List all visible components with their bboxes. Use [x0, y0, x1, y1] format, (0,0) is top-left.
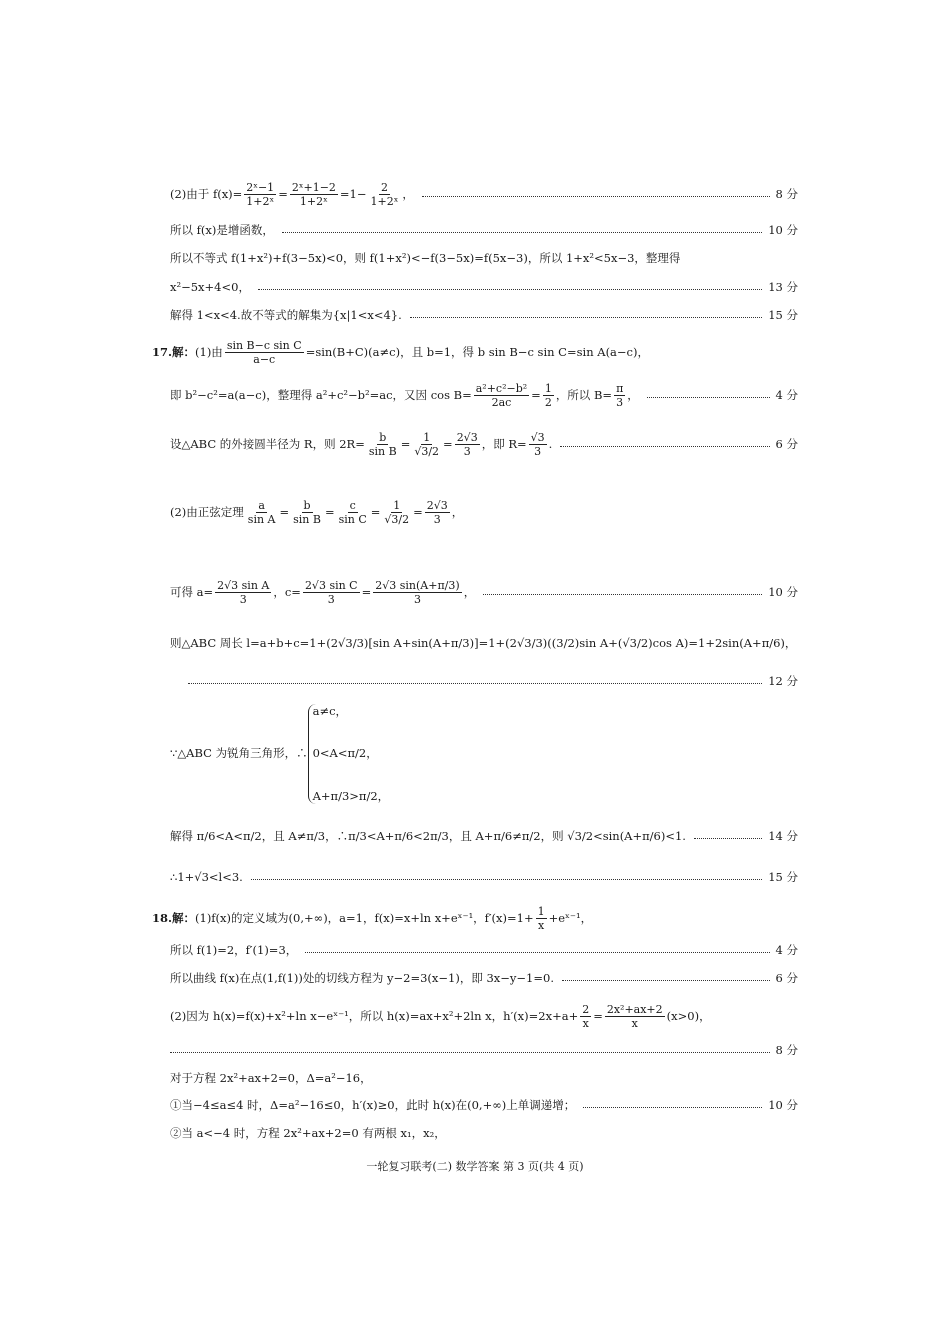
p18-line-6: 对于方程 2x²+ax+2=0，Δ=a²−16，	[170, 1071, 372, 1085]
dot-leader	[305, 952, 769, 953]
score: 4 分	[775, 387, 798, 402]
fraction: $\frac{c}{\text{sin C}}$	[338, 499, 367, 526]
p16-line-1: (2)由于 f(x)= $\frac{\text{2ˣ−1}}{\text{1+2ˣ}}$ = $\frac{\text{2ˣ+1−2}}{\text{1+2ˣ}}$ =1− $\frac{2}{\text{1+2ˣ}}$ ， 8 分	[170, 181, 798, 208]
dot-leader	[483, 594, 762, 595]
dot-leader	[422, 196, 770, 197]
score: 15 分	[768, 870, 798, 884]
p17-line-1: 17.解： (1)由 $\frac{\text{sin B−c sin C}}{a-c}$ =sin(B+C)(a≠c)，且 b=1，得 b sin B−c sin C=sin A(a−c)，	[152, 339, 649, 366]
dot-leader	[282, 232, 762, 233]
score: 4 分	[775, 943, 798, 957]
p17-line-2: 即 b²−c²=a(a−c)，整理得 a²+c²−b²=ac，又因 cos B= $\frac{\text{a²+c²−b²}}{2ac}$ = $\frac{1}{2}$ ，所以 B= $\frac{\pi}{3}$ ， 4 分	[170, 382, 798, 409]
p17-line-7	[188, 676, 798, 688]
fraction: $\frac{1}{x}$	[537, 905, 545, 932]
p17-line-5: 可得 a= $\frac{\text{2√3 sin A}}{3}$ ，c= $\frac{\text{2√3 sin C}}{3}$ = $\frac{2√3 \sin(A+\pi/3)}{3}$ ， 10 分	[170, 579, 798, 606]
fraction: $\frac{\text{2ˣ−1}}{\text{1+2ˣ}}$	[246, 181, 275, 208]
dot-leader	[583, 1107, 762, 1108]
p18-line-7: ①当−4≤a≤4 时，Δ=a²−16≤0，h′(x)≥0，此时 h(x)在(0,+∞)上单调递增； 10 分	[170, 1098, 798, 1112]
dot-leader	[694, 838, 762, 839]
p17-line-6: 则△ABC 周长 l=a+b+c=1+(2√3/3)[sin A+sin(A+π/3)]=1+(2√3/3)((3/2)sin A+(√3/2)cos A)=1+2sin(A+π/6)，	[170, 636, 797, 650]
p18-line-8: ②当 a<−4 时，方程 2x²+ax+2=0 有两根 x₁，x₂，	[170, 1126, 446, 1140]
fraction: $\frac{\text{2ˣ+1−2}}{\text{1+2ˣ}}$	[291, 181, 336, 208]
fraction: $\frac{\text{2x²+ax+2}}{x}$	[606, 1003, 663, 1030]
p16-line-3: 所以不等式 f(1+x²)+f(3−5x)<0，则 f(1+x²)<−f(3−5x)=f(5x−3)，所以 1+x²<5x−3，整理得	[170, 251, 681, 265]
score: 13 分	[768, 280, 798, 294]
score: 15 分	[768, 308, 798, 322]
fraction: $\frac{1}{√3/2}$	[414, 431, 440, 458]
score: 12 分	[768, 674, 798, 688]
fraction: $\frac{1}{√3/2}$	[384, 499, 410, 526]
p17-line-3: 设△ABC 的外接圆半径为 R，则 2R= $\frac{b}{\text{sin B}}$ = $\frac{1}{√3/2}$ = $\frac{2√3}{3}$ ，即 R= $\frac{√3}{3}$ . 6 分	[170, 431, 798, 458]
fraction: $\frac{√3}{3}$	[530, 431, 545, 458]
p16-line-2: 所以 f(x)是增函数， 10 分	[170, 223, 798, 237]
fraction: $\frac{2}{x}$	[582, 1003, 590, 1030]
dot-leader	[188, 683, 762, 684]
p16-line-4: x²−5x+4<0， 13 分	[170, 280, 798, 294]
p18-line-5	[170, 1045, 798, 1057]
fraction: $\frac{b}{\text{sin B}}$	[368, 431, 397, 458]
score: 10 分	[768, 1098, 798, 1112]
p17-line-9: 解得 π/6<A<π/2，且 A≠π/3，∴π/3<A+π/6<2π/3，且 A+π/6≠π/2，则 √3/2<sin(A+π/6)<1. 14 分	[170, 829, 798, 843]
fraction: $\frac{a}{\text{sin A}}$	[247, 499, 276, 526]
equation-system: a≠c， 0<A<π/2， A+π/3>π/2，	[308, 704, 390, 804]
dot-leader	[647, 397, 770, 398]
fraction: $\frac{2√3}{3}$	[456, 431, 478, 458]
dot-leader	[251, 879, 762, 880]
fraction: $\frac{2√3}{3}$	[426, 499, 448, 526]
problem-label: 17.解：	[152, 344, 196, 359]
dot-leader	[258, 289, 762, 290]
fraction: $\frac{\text{2√3 sin A}}{3}$	[217, 579, 270, 606]
fraction: $\frac{\text{a²+c²−b²}}{2ac}$	[475, 382, 528, 409]
p18-line-1: 18.解： (1)f(x)的定义域为(0,+∞)，a=1，f(x)=x+ln x+eˣ⁻¹，f′(x)=1+ $\frac{1}{x}$ +eˣ⁻¹，	[152, 905, 593, 932]
score: 8 分	[775, 186, 798, 201]
fraction: $\frac{2}{\text{1+2ˣ}}$	[370, 181, 399, 208]
problem-label: 18.解：	[152, 910, 196, 925]
fraction: $\frac{\pi}{3}$	[616, 382, 624, 409]
p18-line-2: 所以 f(1)=2，f′(1)=3， 4 分	[170, 943, 798, 957]
dot-leader	[410, 317, 762, 318]
p17-line-10: ∴1+√3<l<3. 15 分	[170, 870, 798, 884]
fraction: $\frac{2√3 \sin(A+\pi/3)}{3}$	[375, 579, 460, 606]
dot-leader	[170, 1052, 770, 1053]
dot-leader	[562, 980, 770, 981]
page-footer: 一轮复习联考(二) 数学答案 第 3 页(共 4 页)	[366, 1160, 584, 1173]
p17-line-4: (2)由正弦定理 $\frac{a}{\text{sin A}}$ = $\frac{b}{\text{sin B}}$ = $\frac{c}{\text{sin C}}$ = $\frac{1}{√3/2}$ = $\frac{2√3}{3}$ ，	[170, 499, 464, 526]
dot-leader	[560, 446, 769, 447]
p16-line-5: 解得 1<x<4.故不等式的解集为{x|1<x<4}. 15 分	[170, 308, 798, 322]
p17-line-8: ∵△ABC 为锐角三角形，∴ a≠c， 0<A<π/2， A+π/3>π/2，	[170, 704, 390, 803]
p18-line-3: 所以曲线 f(x)在点(1,f(1))处的切线方程为 y−2=3(x−1)，即 3x−y−1=0. 6 分	[170, 971, 798, 985]
score: 6 分	[775, 971, 798, 985]
fraction: $\frac{\text{2√3 sin C}}{3}$	[304, 579, 358, 606]
fraction: $\frac{b}{\text{sin B}}$	[293, 499, 321, 526]
score: 14 分	[768, 829, 798, 843]
score: 8 分	[775, 1043, 798, 1057]
fraction: $\frac{\text{sin B−c sin C}}{a-c}$	[226, 339, 302, 366]
fraction: $\frac{1}{2}$	[544, 382, 552, 409]
p18-line-4: (2)因为 h(x)=f(x)+x²+ln x−eˣ⁻¹，所以 h(x)=ax+x²+2ln x，h′(x)=2x+a+ $\frac{2}{x}$ = $\frac{\text{2x²+ax+2}}{x}$ (x>0)，	[170, 1003, 711, 1030]
score: 6 分	[775, 436, 798, 451]
score: 10 分	[768, 584, 798, 599]
score: 10 分	[768, 223, 798, 237]
